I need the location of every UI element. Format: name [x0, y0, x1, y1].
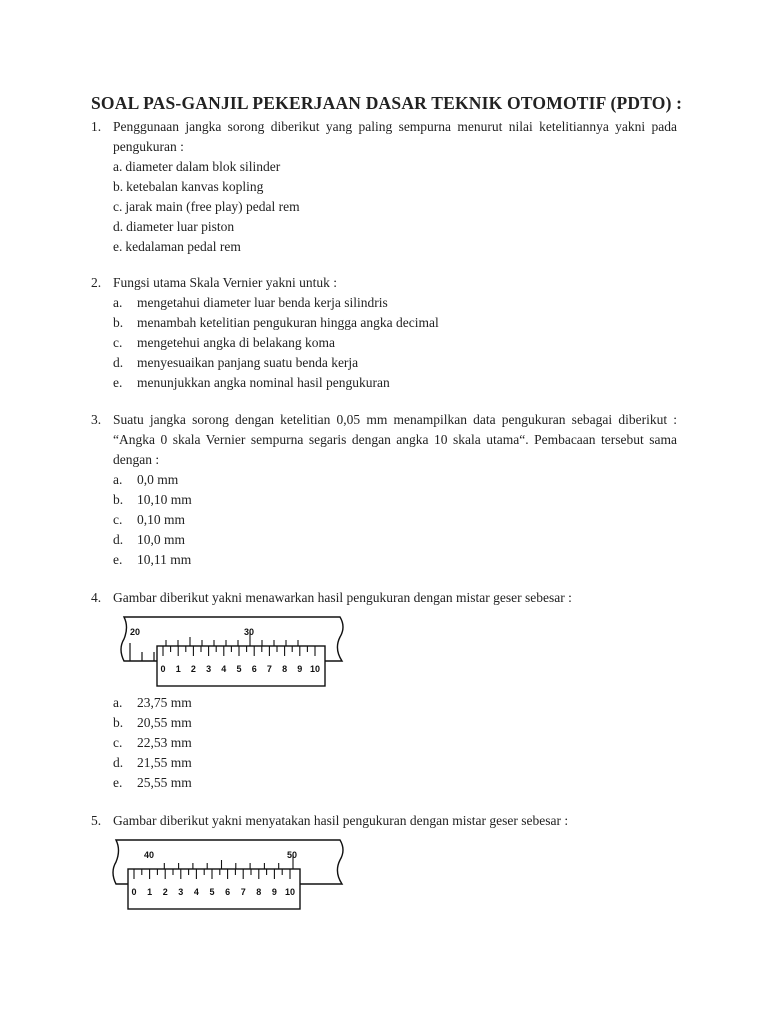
vernier-label: 0: [160, 664, 166, 674]
option-label: b.: [113, 715, 124, 730]
option-label: d.: [113, 755, 124, 770]
option-list: [91, 157, 677, 257]
option-text: ketebalan kanvas kopling: [126, 179, 264, 194]
option-text: menunjukkan angka nominal hasil pengukuran: [137, 375, 390, 390]
option-text: diameter dalam blok silinder: [125, 159, 281, 174]
question-3: [91, 410, 677, 570]
option-label: c.: [113, 512, 123, 527]
question-text: Gambar diberikut yakni menawarkan hasil pengukuran dengan mistar geser sebesar :: [113, 590, 572, 605]
vernier-label: 6: [225, 887, 231, 897]
question-text: Suatu jangka sorong dengan ketelitian 0,05 mm menampilkan data pengukuran sebagai diberikut : “Angka 0 skala Vernier sempurna segaris dengan angka 10 skala utama“. Pembacaan tersebut sama dengan :: [113, 412, 677, 467]
question-number: 3.: [91, 412, 102, 427]
vernier-label: 5: [209, 887, 215, 897]
option-a: [113, 293, 677, 313]
option-a: [113, 470, 677, 490]
option-text: 0,10 mm: [137, 512, 186, 527]
caliper-drawing: [118, 613, 358, 691]
caliper-drawing: [110, 836, 360, 914]
option-text: 0,0 mm: [137, 472, 179, 487]
option-a: [113, 693, 677, 713]
option-label: a.: [113, 472, 123, 487]
question-5: [91, 811, 677, 831]
vernier-label: 2: [190, 664, 196, 674]
question-4-options: [91, 693, 677, 793]
vernier-label: 7: [266, 664, 272, 674]
option-text: 22,53 mm: [137, 735, 192, 750]
option-label: e.: [113, 375, 123, 390]
option-text: menambah ketelitian pengukuran hingga angka decimal: [137, 315, 439, 330]
option-label: c.: [113, 735, 123, 750]
option-text: mengetehui angka di belakang koma: [137, 335, 335, 350]
option-list: [91, 293, 677, 393]
vernier-label: 4: [221, 664, 227, 674]
page-title: SOAL PAS-GANJIL PEKERJAAN DASAR TEKNIK OTOMOTIF (PDTO) :: [91, 93, 683, 113]
option-text: 10,10 mm: [137, 492, 192, 507]
option-text: 21,55 mm: [137, 755, 192, 770]
question-2: [91, 273, 677, 393]
question-4: [91, 588, 677, 608]
question-number: 2.: [91, 275, 102, 290]
option-list: [91, 470, 677, 570]
option-c: [113, 197, 677, 217]
vernier-label: 3: [206, 664, 212, 674]
vernier-label: 1: [175, 664, 181, 674]
option-text: 10,11 mm: [137, 552, 192, 567]
vernier-label: 7: [240, 887, 246, 897]
option-label: a.: [113, 295, 123, 310]
vernier-label: 9: [271, 887, 277, 897]
option-text: 10,0 mm: [137, 532, 186, 547]
option-text: 20,55 mm: [137, 715, 192, 730]
option-text: kedalaman pedal rem: [125, 239, 241, 254]
option-list: [91, 693, 677, 793]
vernier-label: 1: [147, 887, 153, 897]
option-d: [113, 530, 677, 550]
vernier-label: 8: [282, 664, 288, 674]
option-c: [113, 733, 677, 753]
vernier-label: 4: [193, 887, 199, 897]
option-e: [113, 773, 677, 793]
option-e: [113, 550, 677, 570]
option-label: e.: [113, 239, 123, 254]
caliper-figure-q5: [110, 836, 360, 914]
question-number: 1.: [91, 119, 102, 134]
option-label: d.: [113, 532, 124, 547]
vernier-label: 3: [178, 887, 184, 897]
option-b: [113, 490, 677, 510]
option-label: d.: [113, 219, 124, 234]
vernier-label: 2: [162, 887, 168, 897]
option-a: [113, 157, 677, 177]
option-label: e.: [113, 552, 123, 567]
option-label: b.: [113, 315, 124, 330]
option-c: [113, 510, 677, 530]
option-label: a.: [113, 695, 123, 710]
main-scale-label: 30: [244, 627, 255, 637]
vernier-label: 5: [236, 664, 242, 674]
option-c: [113, 333, 677, 353]
option-b: [113, 713, 677, 733]
vernier-label: 9: [297, 664, 303, 674]
option-d: [113, 753, 677, 773]
main-scale-label: 40: [144, 850, 155, 860]
option-text: jarak main (free play) pedal rem: [125, 199, 300, 214]
question-text: Penggunaan jangka sorong diberikut yang paling sempurna menurut nilai ketelitiannya yakni pada pengukuran :: [113, 119, 677, 154]
option-e: [113, 373, 677, 393]
vernier-label: 6: [251, 664, 257, 674]
option-b: [113, 313, 677, 333]
option-label: b.: [113, 492, 124, 507]
vernier-label: 8: [256, 887, 262, 897]
option-b: [113, 177, 677, 197]
question-text: Gambar diberikut yakni menyatakan hasil pengukuran dengan mistar geser sebesar :: [113, 813, 569, 828]
option-text: menyesuaikan panjang suatu benda kerja: [137, 355, 359, 370]
option-label: d.: [113, 355, 124, 370]
option-d: [113, 217, 677, 237]
main-scale-label: 50: [287, 850, 298, 860]
option-text: 25,55 mm: [137, 775, 192, 790]
question-1: [91, 117, 677, 257]
option-text: mengetahui diameter luar benda kerja silindris: [137, 295, 388, 310]
vernier-label: 10: [285, 887, 296, 897]
vernier-label: 10: [310, 664, 321, 674]
option-d: [113, 353, 677, 373]
caliper-figure-q4: [118, 613, 358, 691]
option-label: e.: [113, 775, 123, 790]
option-label: c.: [113, 335, 123, 350]
option-label: a.: [113, 159, 123, 174]
vernier-label: 0: [131, 887, 137, 897]
main-scale-label: 20: [130, 627, 141, 637]
option-label: c.: [113, 199, 123, 214]
option-label: b.: [113, 179, 124, 194]
question-number: 4.: [91, 590, 102, 605]
option-text: diameter luar piston: [126, 219, 235, 234]
question-text: Fungsi utama Skala Vernier yakni untuk :: [113, 275, 337, 290]
question-number: 5.: [91, 813, 102, 828]
option-text: 23,75 mm: [137, 695, 192, 710]
option-e: [113, 237, 677, 257]
